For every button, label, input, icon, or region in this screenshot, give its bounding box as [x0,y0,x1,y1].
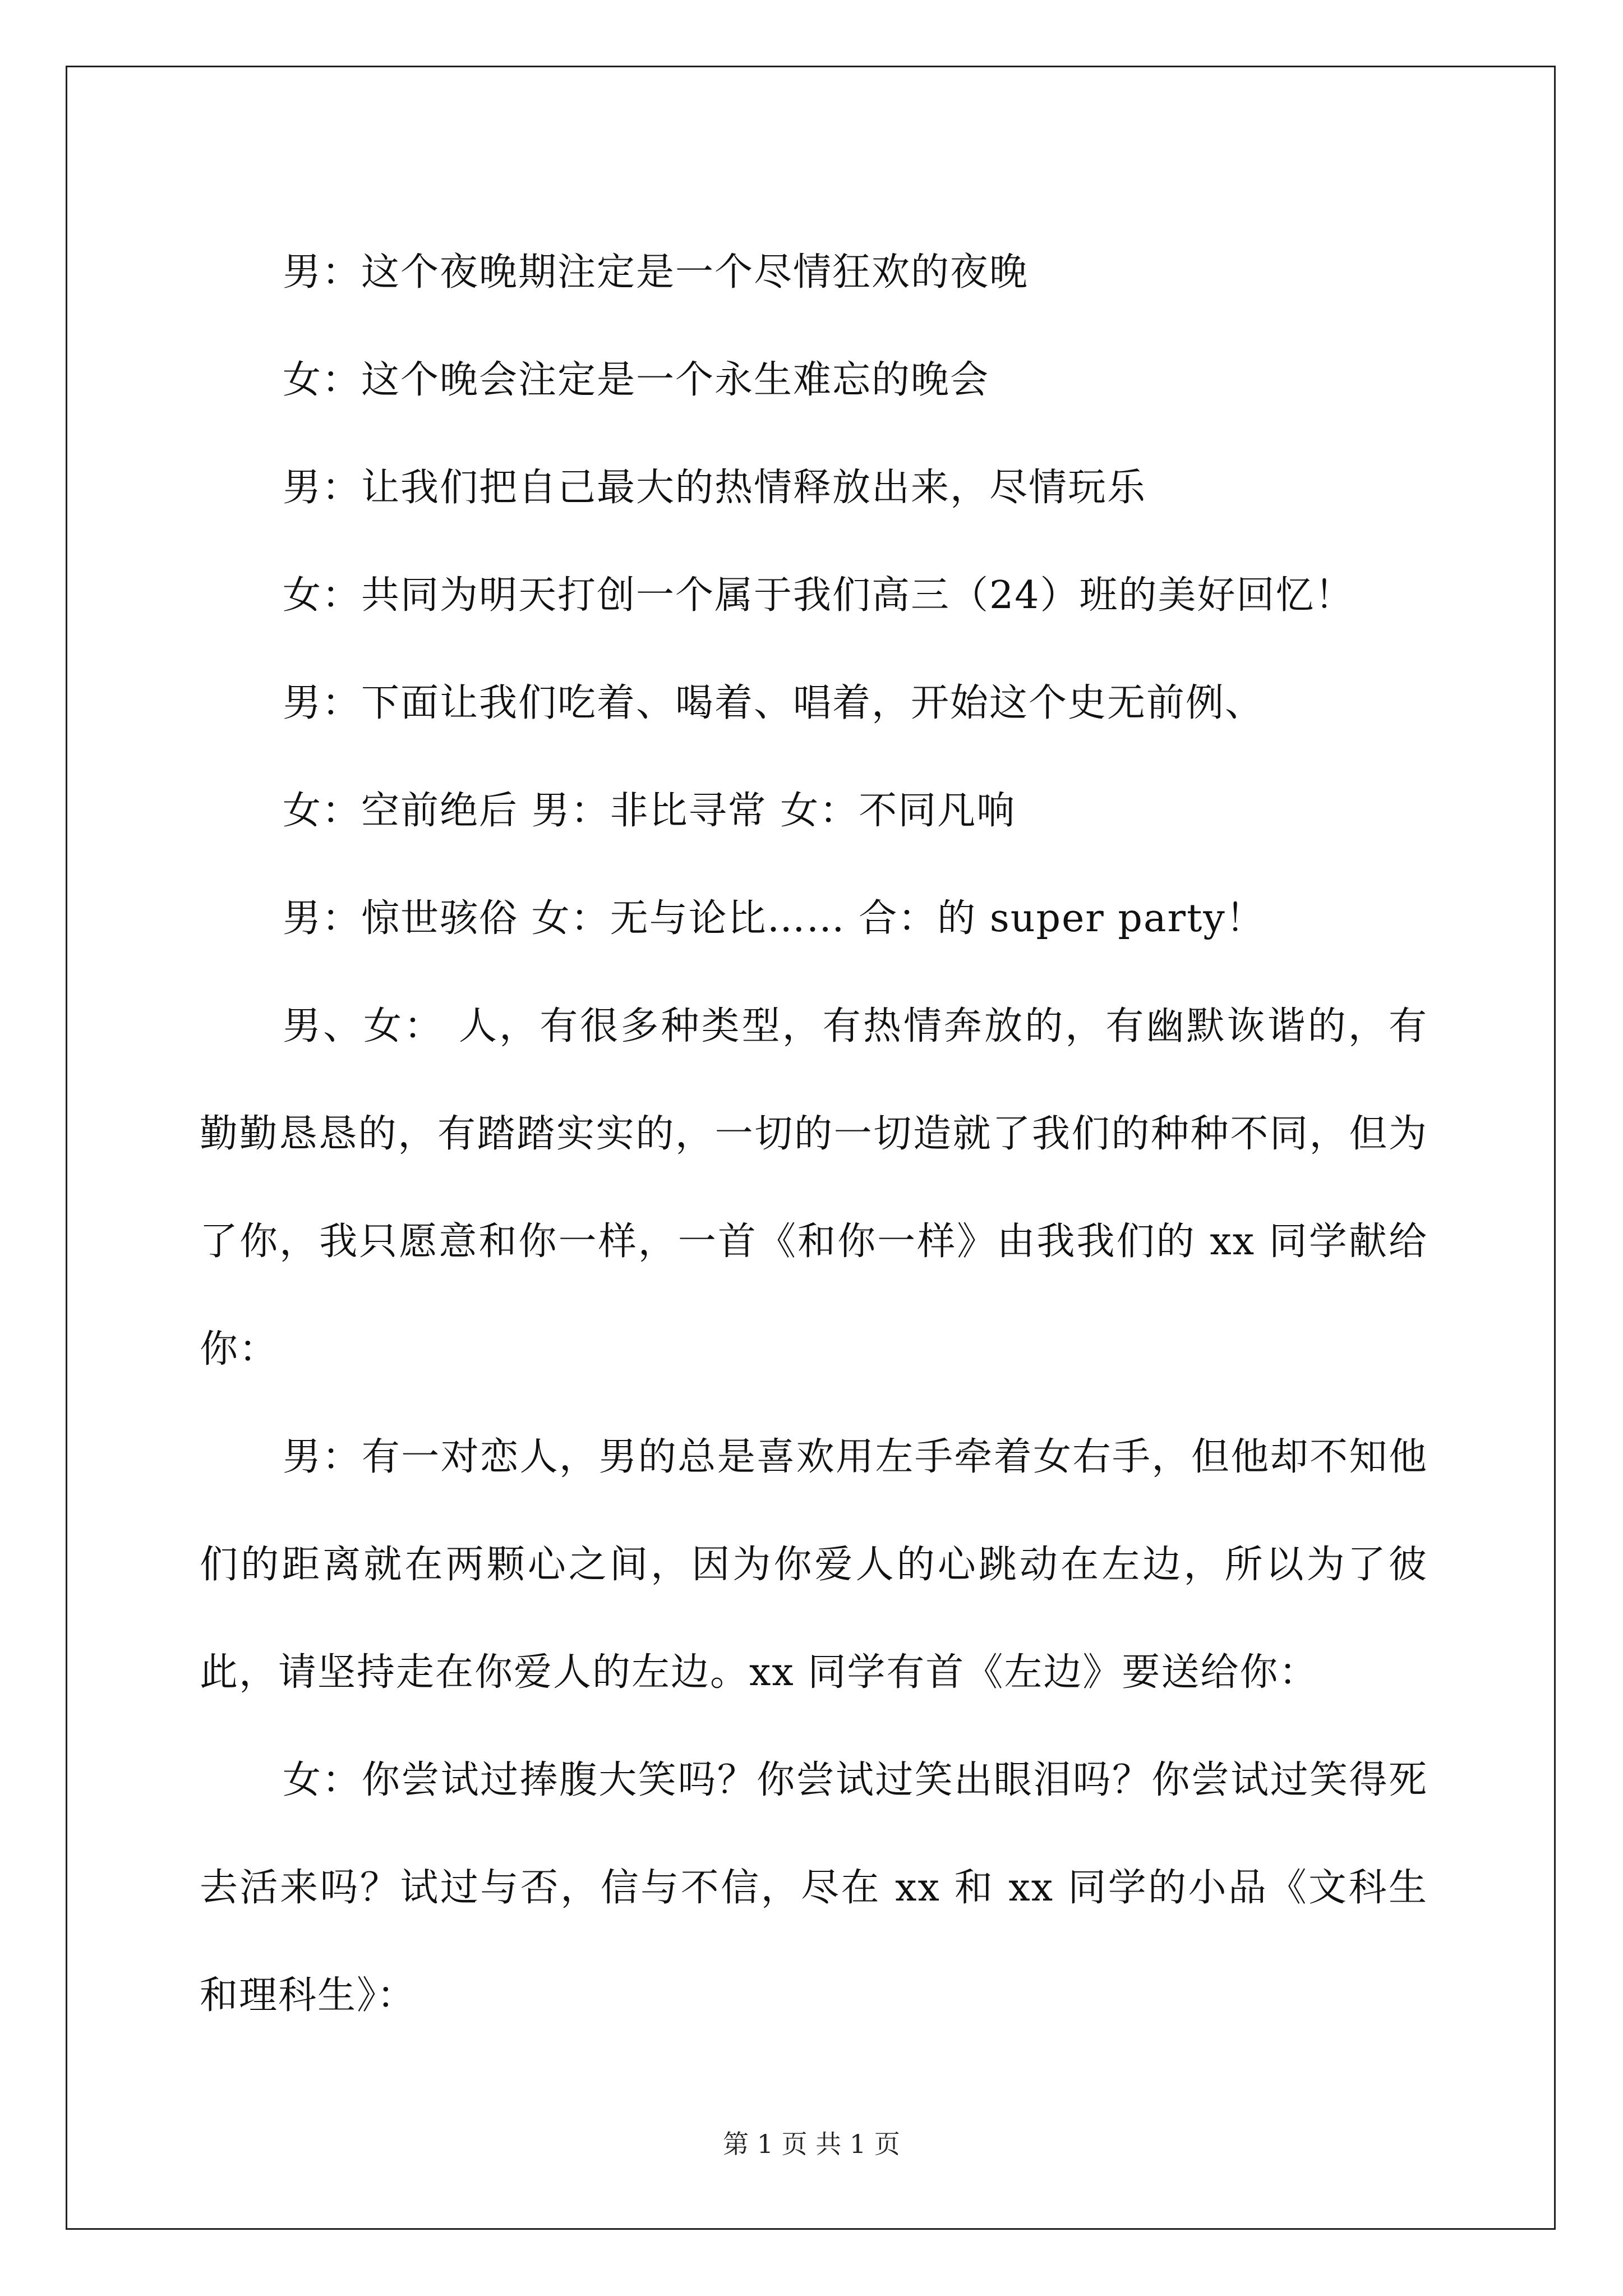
paragraph-8: 男、女： 人，有很多种类型，有热情奔放的，有幽默诙谐的，有勤勤恳恳的，有踏踏实实的，一切的一切造就了我们的种种不同，但为了你，我只愿意和你一样，一首《和你一样》由我我们的 xx 同学献给你： [200,1004,1428,1372]
paragraph-7: 男：惊世骇俗 女：无与论比…… 合：的 super party！ [283,896,1265,941]
paragraph-1: 男：这个夜晚期注定是一个尽情狂欢的夜晚 [283,250,1029,295]
document-body [200,219,1428,2050]
paragraph-9: 男：有一对恋人，男的总是喜欢用左手牵着女右手，但他却不知他们的距离就在两颗心之间，因为你爱人的心跳动在左边，所以为了彼此，请坚持走在你爱人的左边。xx 同学有首《左边》要送给你： [200,1435,1428,1695]
paragraph-3: 男：让我们把自己最大的热情释放出来，尽情玩乐 [283,466,1147,510]
paragraph-4: 女：共同为明天打创一个属于我们高三（24）班的美好回忆！ [283,573,1354,618]
paragraph-10: 女：你尝试过捧腹大笑吗？你尝试过笑出眼泪吗？你尝试过笑得死去活来吗？试过与否，信与不信，尽在 xx 和 xx 同学的小品《文科生和理科生》： [200,1758,1428,2018]
paragraph-6: 女：空前绝后 男：非比寻常 女：不同凡响 [283,789,1016,833]
paragraph-2: 女：这个晚会注定是一个永生难忘的晚会 [283,358,990,402]
page-footer [0,2127,1623,2161]
paragraph-5: 男：下面让我们吃着、喝着、唱着，开始这个史无前例、 [283,681,1265,725]
page-number: 第 1 页 共 1 页 [723,2129,900,2159]
